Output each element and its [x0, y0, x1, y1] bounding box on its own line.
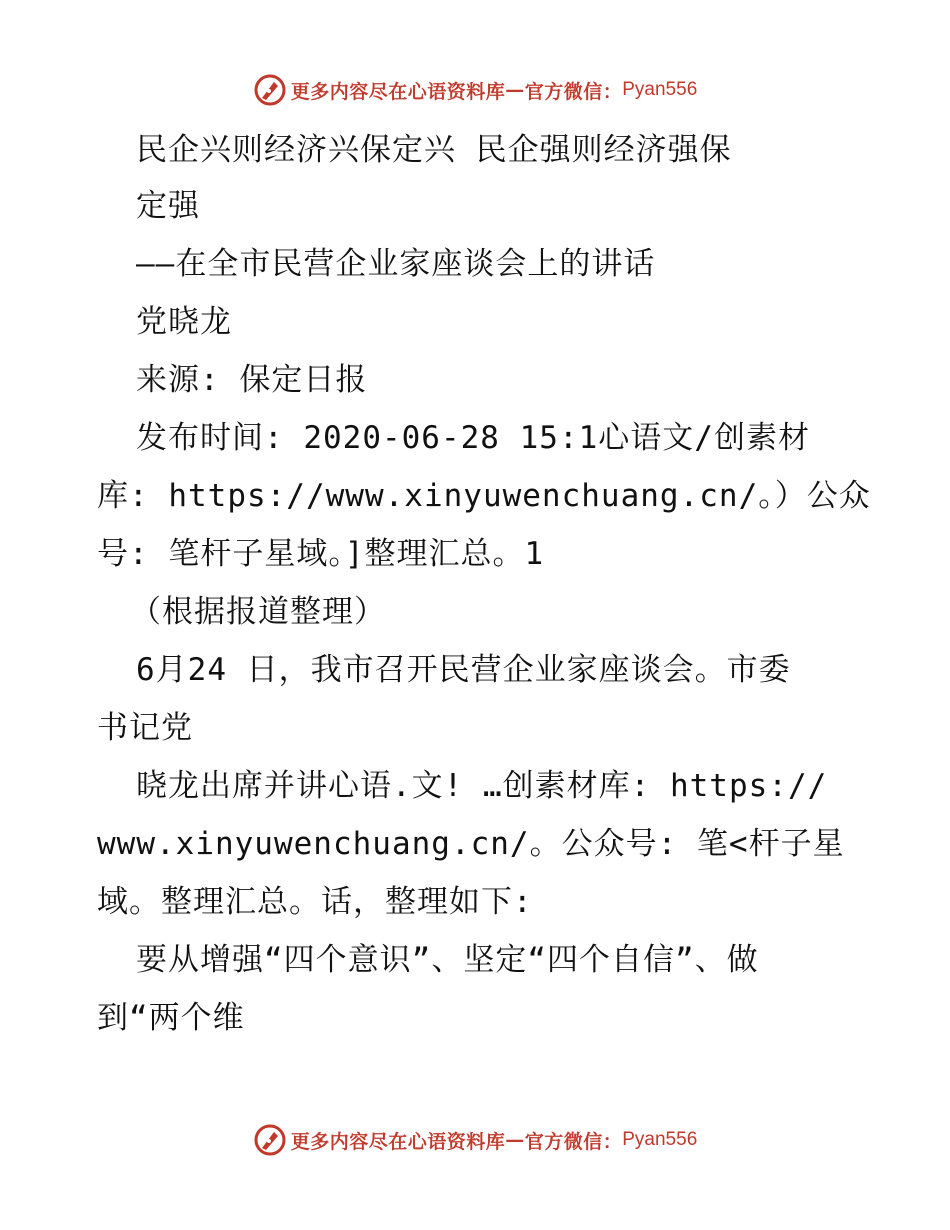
report-note: （根据报道整理）: [130, 594, 386, 630]
publish-time: 发布时间: 2020-06-28 15:1心语文/创素材: [136, 420, 810, 456]
watermark-wechat-id: Pyan556: [622, 1129, 698, 1150]
header-watermark: [0, 70, 950, 110]
body-line: 书记党: [97, 710, 193, 746]
subtitle: ——在全市民营企业家座谈会上的讲话: [136, 246, 656, 282]
pen-nib-circle-icon: [253, 1123, 287, 1157]
body-line: 号: 笔杆子星域。]整理汇总。1: [97, 536, 545, 572]
watermark-site-text: 更多内容尽在心语资料库: [290, 80, 506, 103]
body-line: 域。整理汇总。话，整理如下:: [97, 884, 533, 920]
body-line: 要从增强“四个意识”、坚定“四个自信”、做: [136, 942, 759, 978]
source: 来源: 保定日报: [136, 362, 368, 398]
author: 党晓龙: [136, 304, 232, 340]
title-line-1: 民企兴则经济兴保定兴 民企强则经济强保: [136, 132, 732, 168]
watermark-site-text: 更多内容尽在心语资料库: [290, 1130, 506, 1153]
title-line-2: 定强: [136, 188, 200, 224]
body-line: www.xinyuwenchuang.cn/。公众号: 笔<杆子星: [97, 826, 845, 862]
watermark-wechat-id: Pyan556: [622, 79, 698, 100]
watermark-wechat-label: 官方微信：: [524, 80, 623, 103]
footer-watermark: [0, 1120, 950, 1160]
body-line: 库: https://www.xinyuwenchuang.cn/。）公众: [97, 478, 871, 514]
body-line: 到“两个维: [97, 1000, 245, 1036]
body-line: 晓龙出席并讲心语.文! …创素材库: https://: [136, 768, 828, 804]
watermark-wechat-label: 官方微信：: [524, 1130, 623, 1153]
body-line: 6月24 日，我市召开民营企业家座谈会。市委: [136, 652, 791, 688]
pen-nib-circle-icon: [253, 73, 287, 107]
watermark-dash: —: [505, 79, 525, 101]
watermark-dash: —: [505, 1129, 525, 1151]
